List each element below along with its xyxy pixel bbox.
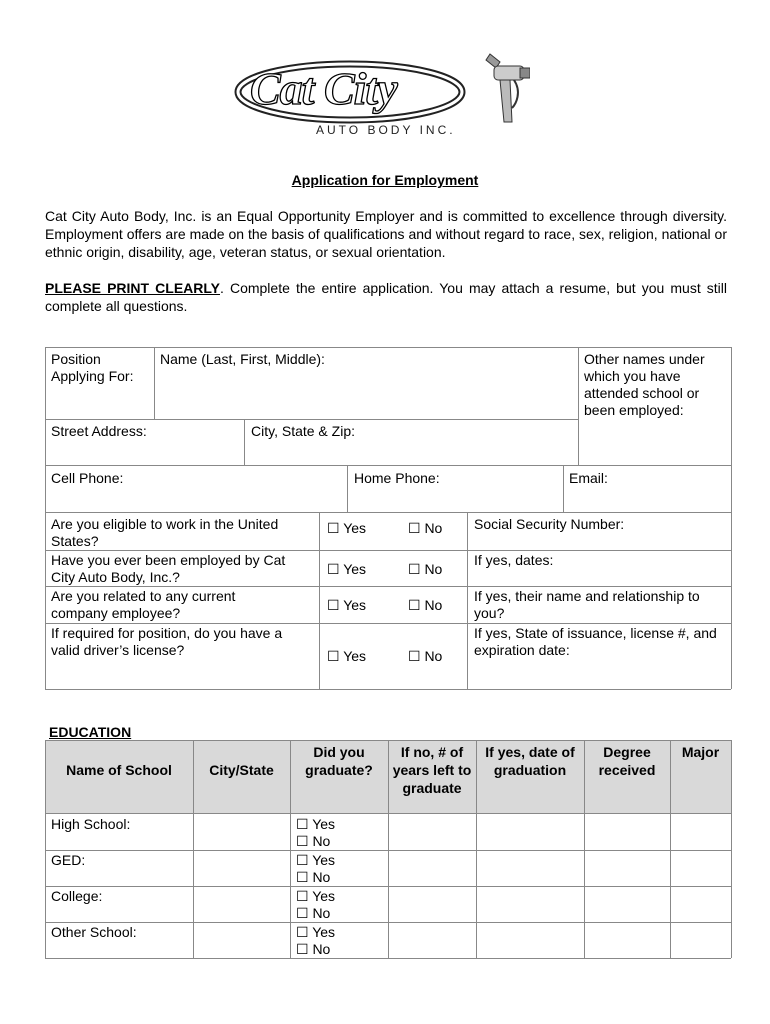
page-title: Application for Employment: [291, 172, 479, 188]
col-graduation-date: If yes, date of graduation: [485, 744, 575, 778]
col-degree: Degree received: [598, 744, 656, 778]
street-address-field[interactable]: Street Address:: [51, 423, 147, 439]
q-license-no-checkbox[interactable]: ☐ No: [408, 648, 443, 664]
col-major: Major: [681, 744, 720, 760]
q-related-no-checkbox[interactable]: ☐ No: [408, 597, 443, 613]
edu-highschool-yes-checkbox[interactable]: ☐ Yes: [296, 816, 336, 832]
edu-ged-no-checkbox[interactable]: ☐ No: [296, 869, 331, 885]
q-prior-employment-yes-checkbox[interactable]: ☐ Yes: [327, 561, 367, 577]
ssn-field[interactable]: Social Security Number:: [474, 516, 625, 532]
education-heading: EDUCATION: [49, 724, 132, 740]
position-field[interactable]: Position Applying For:: [51, 351, 134, 384]
logo-wordmark: Cat City: [250, 63, 397, 114]
print-notice: [45, 279, 727, 315]
edu-row-label: GED:: [51, 852, 86, 868]
q-license-label: If required for position, do you have a valid driver’s license?: [51, 625, 283, 658]
col-name-of-school: Name of School: [66, 762, 172, 778]
q-eligible-label: Are you eligible to work in the United States?: [51, 516, 279, 549]
q-related-yes-checkbox[interactable]: ☐ Yes: [327, 597, 367, 613]
other-names-field[interactable]: Other names under which you have attended school or been employed:: [584, 351, 705, 418]
edu-other-no-checkbox[interactable]: ☐ No: [296, 941, 331, 957]
q-prior-employment-label: Have you ever been employed by Cat City Auto Body, Inc.?: [51, 552, 286, 585]
print-clearly-emphasis: PLEASE PRINT CLEARLY: [45, 280, 220, 296]
email-field[interactable]: Email:: [569, 470, 608, 486]
edu-row-label: College:: [51, 888, 103, 904]
q-related-label: Are you related to any current company employee?: [51, 588, 236, 621]
q-license-yes-checkbox[interactable]: ☐ Yes: [327, 648, 367, 664]
edu-row-label: High School:: [51, 816, 131, 832]
name-field[interactable]: Name (Last, First, Middle):: [160, 351, 325, 367]
col-did-graduate: Did you graduate?: [305, 744, 373, 778]
print-notice-text: . Complete the entire application. You may attach a resume, but you must still complete all questions.: [45, 280, 728, 314]
col-years-left: If no, # of years left to graduate: [392, 744, 472, 796]
edu-college-yes-checkbox[interactable]: ☐ Yes: [296, 888, 336, 904]
cell-phone-field[interactable]: Cell Phone:: [51, 470, 124, 486]
edu-college-no-checkbox[interactable]: ☐ No: [296, 905, 331, 921]
city-state-zip-field[interactable]: City, State & Zip:: [251, 423, 355, 439]
edu-highschool-no-checkbox[interactable]: ☐ No: [296, 833, 331, 849]
q-eligible-no-checkbox[interactable]: ☐ No: [408, 520, 443, 536]
home-phone-field[interactable]: Home Phone:: [354, 470, 440, 486]
col-city-state: City/State: [209, 762, 274, 778]
q-prior-employment-no-checkbox[interactable]: ☐ No: [408, 561, 443, 577]
q-eligible-yes-checkbox[interactable]: ☐ Yes: [327, 520, 367, 536]
edu-ged-yes-checkbox[interactable]: ☐ Yes: [296, 852, 336, 868]
logo-subtitle: AUTO BODY INC.: [316, 123, 456, 137]
edu-other-yes-checkbox[interactable]: ☐ Yes: [296, 924, 336, 940]
license-details-field[interactable]: If yes, State of issuance, license #, and expiration date:: [474, 625, 717, 658]
eeo-statement: Cat City Auto Body, Inc. is an Equal Opportunity Employer and is committed to excellence through diversity. Employment offers are made on the basis of qualifications and without regard to race, sex, religion, national or ethnic origin, disability, age, veteran status, or sexual orientation.: [45, 208, 727, 260]
edu-row-label: Other School:: [51, 924, 137, 940]
relationship-field[interactable]: If yes, their name and relationship to you?: [474, 588, 700, 621]
prior-dates-field[interactable]: If yes, dates:: [474, 552, 554, 568]
